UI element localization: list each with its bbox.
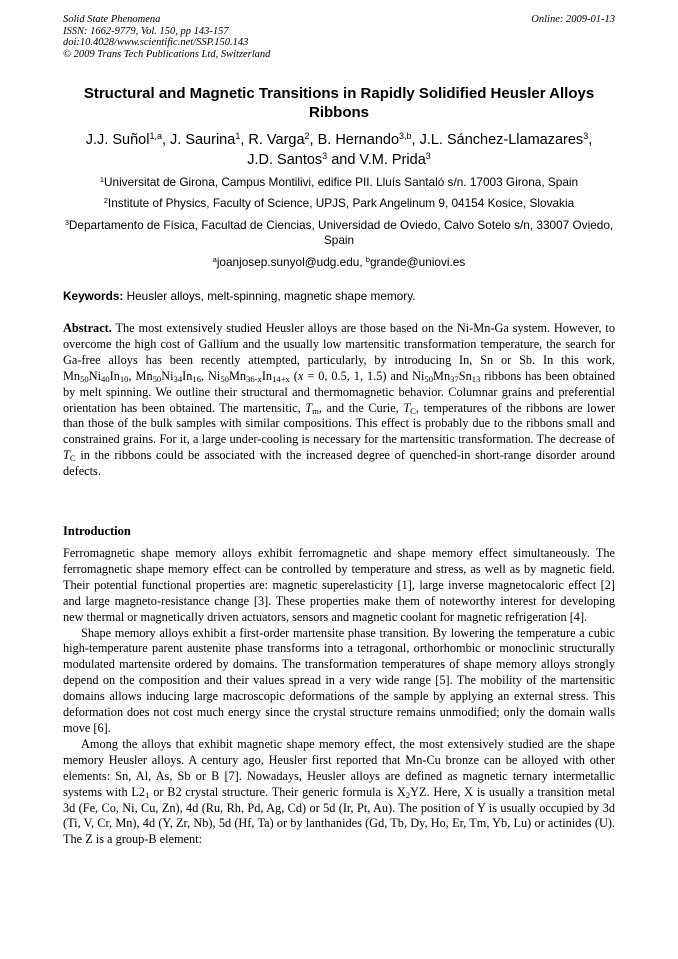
author: J.L. Sánchez-Llamazares$^3$,	[419, 131, 593, 148]
formula: $Ni_{50}Mn_{37}Sn_{13}$	[412, 368, 481, 384]
paper-title: Structural and Magnetic Transitions in Rapidly Solidified Heusler Alloys Ribbons	[83, 85, 595, 121]
author: J.D. Santos$^3$ and	[247, 151, 360, 168]
author: V.M. Prida$^3$	[359, 151, 431, 168]
author: B. Hernando$^{3,b}$,	[317, 131, 420, 148]
formula: $Mn_{50}Ni_{40}In_{10}$	[63, 368, 129, 384]
journal-issn: ISSN: 1662-9779, Vol. 150, pp 143-157	[63, 25, 229, 37]
affiliation-2: $^2$Institute of Physics, Faculty of Science, UPJS, Park Angelinum 9, 04154 Kosice, Slovakia	[103, 195, 575, 210]
author: J.J. Suñol$^{1,a}$,	[85, 131, 171, 148]
author: R. Varga$^2$,	[248, 131, 318, 148]
journal-name: Solid State Phenomena	[63, 14, 161, 25]
author-emails: $^a$joanjosep.sunyol@udg.edu, $^b$grande@uniovi.es	[212, 254, 466, 269]
introduction-body	[63, 546, 615, 848]
abstract-label: Abstract.	[63, 321, 112, 335]
formula: $Mn_{50}Ni_{34}In_{16}$	[135, 368, 201, 384]
email-link[interactable]: joanjosep.sunyol@udg.edu	[216, 255, 360, 269]
journal-copyright: © 2009 Trans Tech Publications Ltd, Switzerland	[63, 48, 271, 60]
author-list	[80, 130, 598, 170]
author: J. Saurina$^1$,	[170, 131, 249, 148]
formula: $Ni_{50}Mn_{36-x}In_{14+x}$	[208, 368, 290, 384]
paragraph: Shape memory alloys exhibit a first-order martensite phase transition. By lowering the temperature a cubic high-temperature parent austenite phase transforms into a tetragonal, orthorhombic or monoclinic structurally modulated martensite ordered by domains. The transformation temperatures of shape memory alloys strongly depend on the composition and their values spread in a very wide range [5]. The mobility of the martensitic domains allows inducing large macroscopic deformations of the sample by applying an external stress. This deformation does not cost much energy since the crystal structure remains unmodified; only the domain walls move [6].	[63, 625, 615, 735]
keywords-label: Keywords:	[63, 289, 124, 303]
journal-doi[interactable]: doi:10.4028/www.scientific.net/SSP.150.143	[63, 37, 249, 49]
affiliation-3: $^3$Departamento de Física, Facultad de Ciencias, Universidad de Oviedo, Calvo Sotelo s/n, 33007 Oviedo, Spain	[64, 217, 614, 247]
paragraph: Ferromagnetic shape memory alloys exhibit ferromagnetic and shape memory effect simultaneously. The ferromagnetic shape memory effect can be controlled by temperature and stress, as well as by magnetic field. Their potential functional properties are: magnetic superelasticity [1], large inverse magnetocaloric effect [2] and large magneto-resistance change [3]. These properties make them of noteworthy interest for developing new thermal or magnetically driven actuators, sensors and magnetic coolant for magnetic refrigeration [4].	[63, 546, 615, 624]
keywords: Keywords: Heusler alloys, melt-spinning, magnetic shape memory.	[63, 289, 416, 303]
journal-header	[63, 14, 615, 60]
abstract: Abstract. The most extensively studied Heusler alloys are those based on the Ni-Mn-Ga system. However, to overcome the high cost of Gallium and the usually low martensitic transformation temperature, the search for Ga-free alloys has been recently attempted, particularly, by introducing In, Sn or Sb. In this work, $Mn_{50}Ni_{40}In_{10}$, $Mn_{50}Ni_{34}In_{16}$, $Ni_{50}Mn_{36-x}In_{14+x}$ (x = 0, 0.5, 1, 1.5) and $Ni_{50}Mn_{37}Sn_{13}$ ribbons has been obtained by melt spinning. We outline their structural and thermomagnetic behavior. Columnar grains and preferential orientation has been obtained. The martensitic, $T_m$, and the Curie, $T_C$, temperatures of the ribbons are lower than those of the bulk samples with similar compositions. This effect is probably due to the ribbons small and constrained grains. For it, a large under-cooling is necessary for the martensitic transformation. The decrease of $T_C$ in the ribbons could be associated with the increased degree of quenched-in short-range disorder around defects.	[63, 321, 616, 479]
email-link[interactable]: grande@uniovi.es	[369, 255, 466, 269]
online-date: Online: 2009-01-13	[531, 14, 615, 25]
paragraph: Among the alloys that exhibit magnetic shape memory effect, the most extensively studied are the shape memory Heusler alloys. A century ago, Heusler first reported that Mn-Cu bronze can be alloyed with other elements: Sn, Al, As, Sb or B [7]. Nowadays, Heusler alloys are defined as magnetic ternary intermetallic systems with $L2_1$ or B2 crystal structure. Their generic formula is $X_2YZ$. Here, X is usually a transition metal 3d (Fe, Co, Ni, Cu, Zn), 4d (Ru, Rh, Pd, Ag, Cd) or 5d (Ir, Pt, Au). The position of Y is usually occupied by 3d (Ti, V, Cr, Mn), 4d (Y, Zr, Nb), 5d (Hf, Ta) or by lanthanides (Gd, Tb, Dy, Ho, Er, Tm, Yb, Lu) or actinides (U). The Z is a group-B element:	[63, 736, 616, 847]
affiliation-1: $^1$Universitat de Girona, Campus Montilivi, edifice PII. Lluís Santaló s/n. 17003 Girona, Spain	[99, 174, 579, 189]
section-heading-introduction: Introduction	[63, 524, 131, 538]
